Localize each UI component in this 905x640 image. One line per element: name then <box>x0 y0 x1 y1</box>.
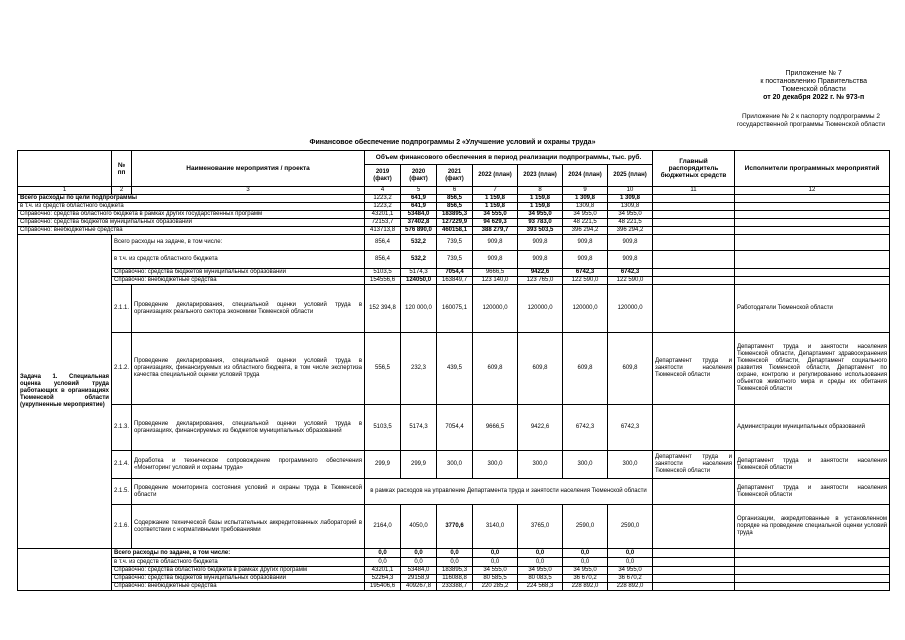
header-num: № пп <box>112 151 132 187</box>
row-label: Справочно: средства областного бюджета в рамках других государственных программ <box>18 211 365 219</box>
row-label: в т.ч. из средств областного бюджета <box>112 251 365 269</box>
value-cell: 233388,7 <box>437 583 473 591</box>
value-cell: 9422,6 <box>518 269 563 277</box>
value-cell: 576 890,0 <box>401 227 437 235</box>
header-year: 2022 (план) <box>473 165 518 187</box>
appendix-header <box>760 70 867 102</box>
activity-row <box>18 479 890 505</box>
column-number: 9 <box>563 187 608 195</box>
item-number: 2.1.2. <box>112 333 132 405</box>
value-cell: 1 309,8 <box>608 195 653 203</box>
value-cell: 1309,8 <box>563 203 608 211</box>
item-executor: Департамент труда и занятости населения Тюменской области <box>735 451 890 479</box>
column-number: 5 <box>401 187 437 195</box>
row-label: Справочно: средства областного бюджета в рамках других программ <box>112 567 365 575</box>
value-cell: 0,0 <box>401 558 437 567</box>
value-cell: 183895,3 <box>437 211 473 219</box>
appendix2-header <box>737 113 885 129</box>
value-cell: 183895,3 <box>437 567 473 575</box>
value-cell: 0,0 <box>365 549 401 558</box>
value-cell: 232,3 <box>401 333 437 405</box>
item-manager <box>653 505 735 549</box>
value-cell: 29158,9 <box>401 575 437 583</box>
value-cell: 120000,0 <box>608 285 653 333</box>
totals-row <box>18 203 890 211</box>
summary-row <box>18 251 890 269</box>
value-cell: 2590,0 <box>563 505 608 549</box>
value-cell: 43201,1 <box>365 567 401 575</box>
value-cell: 123 140,0 <box>473 277 518 285</box>
value-cell: 909,8 <box>518 251 563 269</box>
table-cell <box>653 583 735 591</box>
value-cell: 224 568,3 <box>518 583 563 591</box>
row-label: Всего расходы на задаче, в том числе: <box>112 235 365 251</box>
value-cell: 124050,0 <box>401 277 437 285</box>
value-cell: 2590,0 <box>608 505 653 549</box>
value-cell: 228 892,0 <box>608 583 653 591</box>
value-cell: 122 590,0 <box>563 277 608 285</box>
value-cell: 396 294,2 <box>608 227 653 235</box>
table-cell <box>653 195 735 203</box>
value-cell: 856,5 <box>437 203 473 211</box>
item-executor: Организации, аккредитованные в установленном порядке на проведение специальной оценки условий труда <box>735 505 890 549</box>
row-label: Справочно: внебюджетные средства <box>112 277 365 285</box>
value-cell: 163849,7 <box>437 277 473 285</box>
value-cell: 53484,0 <box>401 211 437 219</box>
value-cell: 0,0 <box>563 558 608 567</box>
appendix2-line: государственной программы Тюменской области <box>736 121 885 128</box>
row-label: Всего расходы по задаче, в том числе: <box>112 549 365 558</box>
item-manager: Департамент труда и занятости населения Тюменской области <box>653 451 735 479</box>
table-cell <box>735 195 890 203</box>
value-cell: 0,0 <box>518 549 563 558</box>
summary-row <box>18 549 890 558</box>
item-name: Проведение декларирования, специальной оценки условий труда в организациях, финансируемых из бюджетов муниципальных образований <box>132 405 365 451</box>
value-cell: 34 955,0 <box>608 211 653 219</box>
table-cell <box>735 203 890 211</box>
value-cell: 122 590,0 <box>608 277 653 285</box>
value-cell: 609,8 <box>473 333 518 405</box>
value-cell: 300,0 <box>563 451 608 479</box>
value-cell: 0,0 <box>401 549 437 558</box>
header-year: 2021 (факт) <box>437 165 473 187</box>
value-cell: 3765,0 <box>518 505 563 549</box>
value-cell: 52264,3 <box>365 575 401 583</box>
value-cell: 5103,5 <box>365 405 401 451</box>
value-cell: 299,9 <box>365 451 401 479</box>
row-label: Справочно: внебюджетные средства <box>18 227 365 235</box>
value-cell: 1 309,8 <box>563 195 608 203</box>
value-cell: 120 000,0 <box>401 285 437 333</box>
header-manager: Главный распорядитель бюджетных средств <box>653 151 735 187</box>
task-label: Задача 1. Специальная оценка условий труда работающих в организациях Тюменской области (укрупненные мероприятие) <box>18 235 112 549</box>
table-cell <box>735 558 890 567</box>
table-cell <box>653 203 735 211</box>
value-cell: 1 159,8 <box>473 195 518 203</box>
value-cell: 34 555,0 <box>473 567 518 575</box>
table-cell <box>735 567 890 575</box>
value-cell: 909,8 <box>608 235 653 251</box>
totals-row <box>18 211 890 219</box>
table-cell <box>653 211 735 219</box>
value-cell: 195406,6 <box>365 583 401 591</box>
summary-row <box>18 269 890 277</box>
value-cell: 439,5 <box>437 333 473 405</box>
value-cell: 5174,3 <box>401 269 437 277</box>
table-cell <box>735 277 890 285</box>
value-cell: 641,9 <box>401 203 437 211</box>
value-cell: 299,9 <box>401 451 437 479</box>
value-cell: 0,0 <box>437 558 473 567</box>
value-cell: 460158,1 <box>437 227 473 235</box>
value-cell: 9422,6 <box>518 405 563 451</box>
table-cell <box>653 479 735 505</box>
value-cell: 6742,3 <box>608 405 653 451</box>
item-name: Проведение декларирования, специальной оценки условий труда в организациях, финансируемых из областного бюджета, в том числе экспертиза качества специальной оценки условий труда <box>132 333 365 405</box>
value-cell: 0,0 <box>473 549 518 558</box>
row-label: Справочно: средства бюджетов муниципальных образований <box>112 269 365 277</box>
value-cell: 909,8 <box>518 235 563 251</box>
appendix-date: от 20 декабря 2022 г. № 973-п <box>763 94 865 101</box>
value-cell: 220 285,2 <box>473 583 518 591</box>
value-cell: 1 159,8 <box>518 195 563 203</box>
table-cell <box>18 549 112 591</box>
table-cell <box>653 219 735 227</box>
value-cell: 228 892,0 <box>563 583 608 591</box>
header-volume: Объем финансового обеспечения в период реализации подпрограммы, тыс. руб. <box>365 151 653 165</box>
column-number: 6 <box>437 187 473 195</box>
activity-row <box>18 405 890 451</box>
table-cell <box>653 575 735 583</box>
value-cell: 127229,9 <box>437 219 473 227</box>
item-number: 2.1.3. <box>112 405 132 451</box>
item-name: Содержание технической базы испытательных аккредитованных лабораторий в соответствии с нормативными требованиями <box>132 505 365 549</box>
item-executor: Администрации муниципальных образований <box>735 405 890 451</box>
value-cell: 4050,0 <box>401 505 437 549</box>
header-year: 2025 (план) <box>608 165 653 187</box>
header-row <box>18 151 890 165</box>
totals-row <box>18 195 890 203</box>
value-cell: 7054,4 <box>437 269 473 277</box>
column-number: 8 <box>518 187 563 195</box>
header-year: 2020 (факт) <box>401 165 437 187</box>
value-cell: 856,4 <box>365 235 401 251</box>
value-cell: 1223,2 <box>365 195 401 203</box>
summary-row <box>18 558 890 567</box>
appendix2-line: Приложение № 2 к паспорту подпрограммы 2 <box>741 113 880 120</box>
value-cell: 6742,3 <box>608 269 653 277</box>
value-cell: 120000,0 <box>563 285 608 333</box>
table-cell <box>735 575 890 583</box>
row-label: Справочно: внебюджетные средства <box>112 583 365 591</box>
table-cell <box>735 549 890 558</box>
value-cell: 0,0 <box>608 549 653 558</box>
value-cell: 43201,1 <box>365 211 401 219</box>
appendix-line: Приложение № 7 <box>785 70 842 77</box>
header-year: 2023 (план) <box>518 165 563 187</box>
value-cell: 909,8 <box>563 251 608 269</box>
activity-row <box>18 285 890 333</box>
value-cell: 37402,8 <box>401 219 437 227</box>
summary-row <box>18 277 890 285</box>
activity-row <box>18 451 890 479</box>
item-executor: Работодатели Тюменской области <box>735 285 890 333</box>
value-cell: 5174,3 <box>401 405 437 451</box>
value-cell: 532,2 <box>401 251 437 269</box>
row-label: Справочно: средства бюджетов муниципальных образований <box>18 219 365 227</box>
table-cell <box>735 269 890 277</box>
item-manager <box>653 285 735 333</box>
appendix-line: Тюменской области <box>781 86 846 93</box>
table-cell <box>653 549 735 558</box>
table-cell <box>653 558 735 567</box>
value-cell: 413713,8 <box>365 227 401 235</box>
value-cell: 7054,4 <box>437 405 473 451</box>
row-label: Справочно: средства бюджетов муниципальных образований <box>112 575 365 583</box>
header-year: 2019 (факт) <box>365 165 401 187</box>
value-cell: 34 955,0 <box>563 211 608 219</box>
summary-row <box>18 235 890 251</box>
value-cell: 34 955,0 <box>518 567 563 575</box>
column-number: 1 <box>18 187 112 195</box>
value-cell: 34 955,0 <box>563 567 608 575</box>
value-cell: 300,0 <box>473 451 518 479</box>
value-cell: 856,5 <box>437 195 473 203</box>
column-number: 4 <box>365 187 401 195</box>
value-cell: 609,8 <box>563 333 608 405</box>
value-cell: 160075,1 <box>437 285 473 333</box>
value-cell: 609,8 <box>518 333 563 405</box>
value-cell: 609,8 <box>608 333 653 405</box>
item-number: 2.1.6. <box>112 505 132 549</box>
value-cell: 393 503,5 <box>518 227 563 235</box>
activity-row <box>18 333 890 405</box>
header-year: 2024 (план) <box>563 165 608 187</box>
value-cell: 0,0 <box>518 558 563 567</box>
table-cell <box>18 151 112 187</box>
row-label: в т.ч. из средств областного бюджета <box>112 558 365 567</box>
header-executors: Исполнители программных мероприятий <box>735 151 890 187</box>
row-label: Всего расходы по цели подпрограммы <box>18 195 365 203</box>
value-cell: 53484,0 <box>401 567 437 575</box>
table-cell <box>653 235 735 251</box>
value-cell: 300,0 <box>608 451 653 479</box>
value-cell: 300,0 <box>437 451 473 479</box>
value-cell: 93 783,0 <box>518 219 563 227</box>
value-cell: 80 585,5 <box>473 575 518 583</box>
column-number-row <box>18 187 890 195</box>
item-executor: Департамент труда и занятости населения Тюменской области, Департамент здравоохранения Тюменской области, Департамент социального развития Тюменской области, Департамент по охране, контролю и регулированию использования объектов животного мира и среды их обитания Тюменской области <box>735 333 890 405</box>
value-cell: 6742,3 <box>563 269 608 277</box>
totals-row <box>18 219 890 227</box>
value-cell: 6742,3 <box>563 405 608 451</box>
value-cell: 80 083,5 <box>518 575 563 583</box>
value-cell: 532,2 <box>401 235 437 251</box>
value-cell: 3770,6 <box>437 505 473 549</box>
value-cell: 396 294,2 <box>563 227 608 235</box>
column-number: 2 <box>112 187 132 195</box>
value-cell: 9666,5 <box>473 405 518 451</box>
value-cell: 0,0 <box>563 549 608 558</box>
column-number: 11 <box>653 187 735 195</box>
summary-row <box>18 575 890 583</box>
value-cell: 909,8 <box>563 235 608 251</box>
appendix-line: к постановлению Правительства <box>760 78 867 85</box>
value-cell: 909,8 <box>608 251 653 269</box>
value-cell: 9666,5 <box>473 269 518 277</box>
value-cell: 5103,5 <box>365 269 401 277</box>
table-cell <box>735 211 890 219</box>
item-manager: Департамент труда и занятости населения Тюменской области <box>653 333 735 405</box>
value-cell: 36 670,2 <box>563 575 608 583</box>
value-cell: 48 221,5 <box>563 219 608 227</box>
value-cell: 0,0 <box>473 558 518 567</box>
item-name: Проведение декларирования, специальной оценки условий труда в организациях реального сектора экономики Тюменской области <box>132 285 365 333</box>
value-cell: 72153,7 <box>365 219 401 227</box>
value-cell: 48 221,5 <box>608 219 653 227</box>
header-name: Наименование мероприятия / проекта <box>132 151 365 187</box>
table-cell <box>653 251 735 269</box>
column-number: 7 <box>473 187 518 195</box>
value-cell: 300,0 <box>518 451 563 479</box>
value-cell: 116088,8 <box>437 575 473 583</box>
column-number: 3 <box>132 187 365 195</box>
value-cell: 909,8 <box>473 235 518 251</box>
merged-note: в рамках расходов на управление Департамента труда и занятости населения Тюменской области <box>365 479 653 505</box>
value-cell: 34 555,0 <box>473 211 518 219</box>
value-cell: 123 765,0 <box>518 277 563 285</box>
value-cell: 2164,0 <box>365 505 401 549</box>
column-number: 10 <box>608 187 653 195</box>
item-manager <box>653 405 735 451</box>
value-cell: 120000,0 <box>473 285 518 333</box>
item-name: Доработка и техническое сопровождение программного обеспечения «Мониторинг условий и охраны труда» <box>132 451 365 479</box>
value-cell: 1 159,8 <box>518 203 563 211</box>
value-cell: 1 159,8 <box>473 203 518 211</box>
table-cell <box>735 583 890 591</box>
value-cell: 1309,8 <box>608 203 653 211</box>
value-cell: 154556,6 <box>365 277 401 285</box>
table-cell <box>653 227 735 235</box>
table-cell <box>653 269 735 277</box>
value-cell: 739,5 <box>437 235 473 251</box>
table-cell <box>735 219 890 227</box>
table-cell <box>735 235 890 251</box>
finance-table <box>17 150 890 591</box>
value-cell: 856,4 <box>365 251 401 269</box>
value-cell: 0,0 <box>437 549 473 558</box>
value-cell: 94 629,3 <box>473 219 518 227</box>
table-cell <box>653 567 735 575</box>
value-cell: 388 279,7 <box>473 227 518 235</box>
item-number: 2.1.5. <box>112 479 132 505</box>
table-cell <box>653 277 735 285</box>
value-cell: 34 955,0 <box>608 567 653 575</box>
document-title: Финансовое обеспечение подпрограммы 2 «Улучшение условий и охраны труда» <box>309 139 596 146</box>
table-cell <box>735 251 890 269</box>
item-name: Проведение мониторинга состояния условий и охраны труда в Тюменской области <box>132 479 365 505</box>
column-number: 12 <box>735 187 890 195</box>
value-cell: 0,0 <box>608 558 653 567</box>
item-number: 2.1.1. <box>112 285 132 333</box>
activity-row <box>18 505 890 549</box>
value-cell: 641,9 <box>401 195 437 203</box>
summary-row <box>18 567 890 575</box>
value-cell: 909,8 <box>473 251 518 269</box>
value-cell: 409267,8 <box>401 583 437 591</box>
value-cell: 1223,2 <box>365 203 401 211</box>
value-cell: 739,5 <box>437 251 473 269</box>
value-cell: 3140,0 <box>473 505 518 549</box>
summary-row <box>18 583 890 591</box>
row-label: в т.ч. из средств областного бюджета <box>18 203 365 211</box>
value-cell: 152 394,8 <box>365 285 401 333</box>
totals-row <box>18 227 890 235</box>
value-cell: 0,0 <box>365 558 401 567</box>
value-cell: 120000,0 <box>518 285 563 333</box>
item-number: 2.1.4. <box>112 451 132 479</box>
value-cell: 556,5 <box>365 333 401 405</box>
value-cell: 36 670,2 <box>608 575 653 583</box>
item-executor: Департамент труда и занятости населения Тюменской области <box>735 479 890 505</box>
table-cell <box>735 227 890 235</box>
value-cell: 34 955,0 <box>518 211 563 219</box>
